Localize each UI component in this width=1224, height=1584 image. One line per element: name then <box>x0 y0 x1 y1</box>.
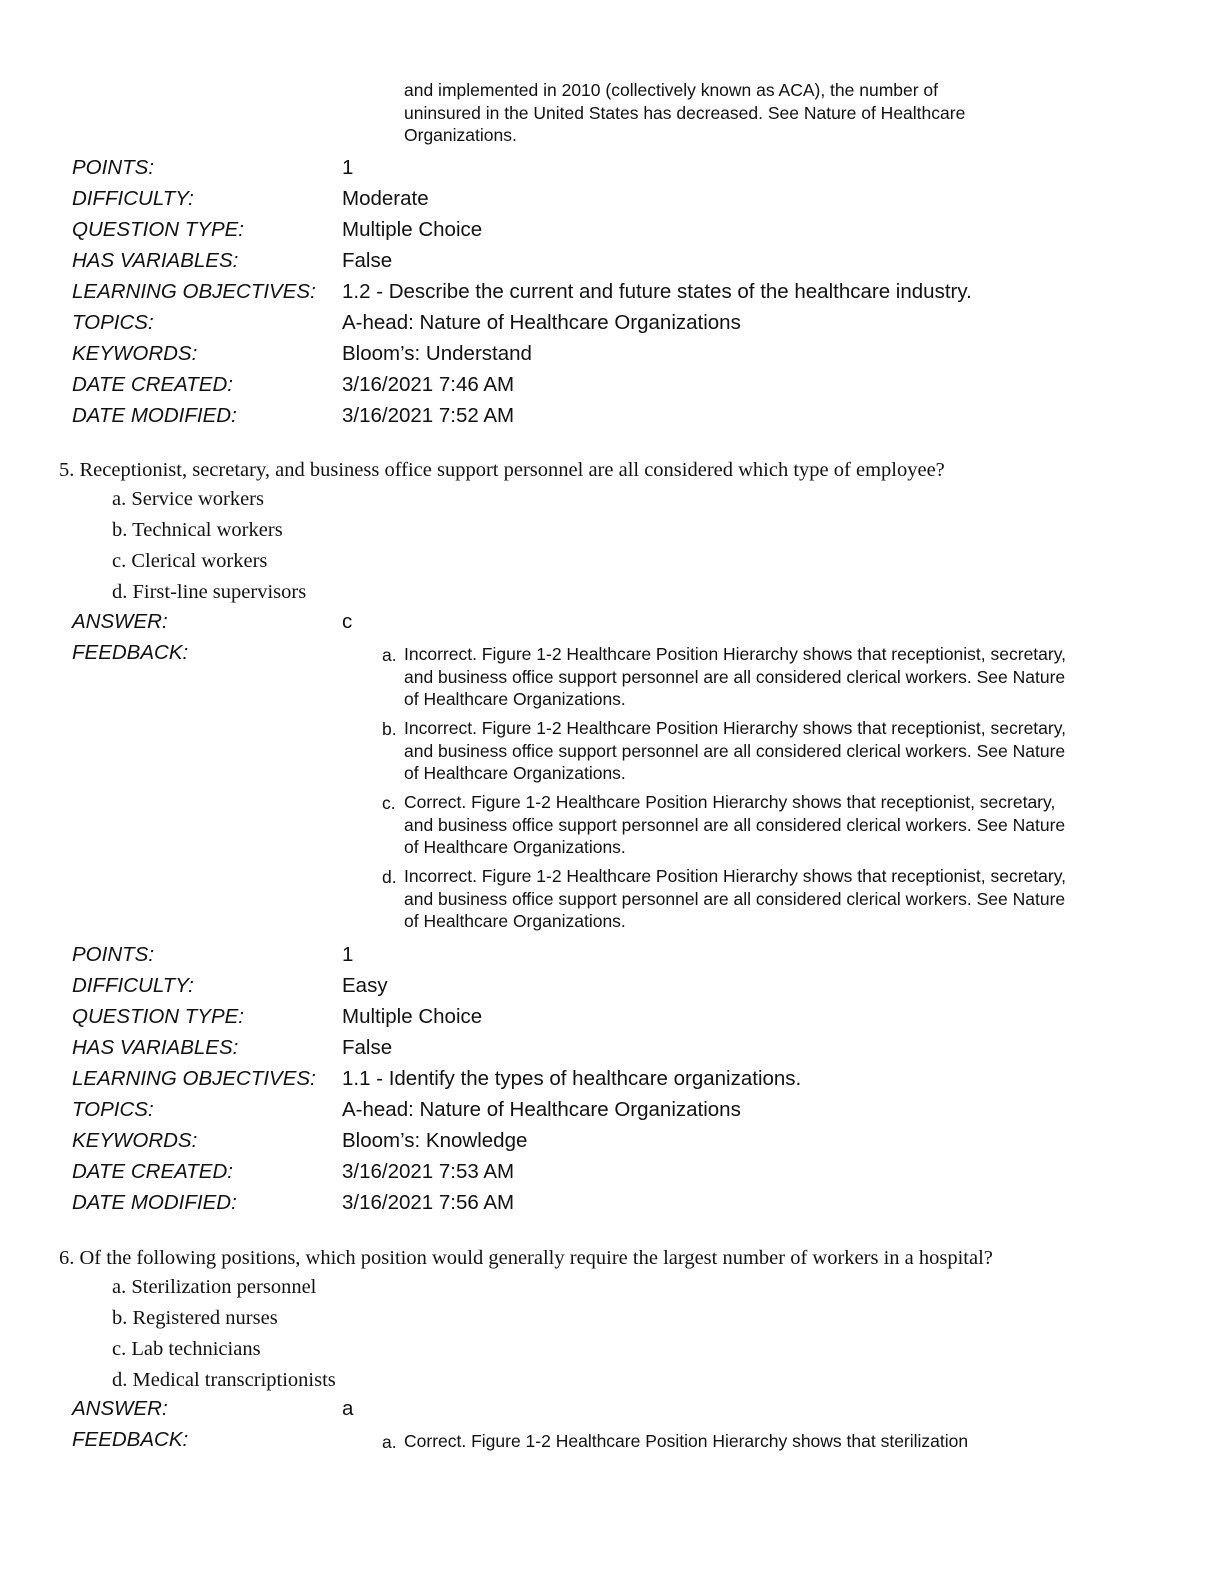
option-a: a. Sterilization personnel <box>112 1276 317 1298</box>
option-b: b. Technical workers <box>112 519 283 541</box>
meta-label: QUESTION TYPE: <box>72 1005 244 1028</box>
continuation-line: uninsured in the United States has decreased. See Nature of Healthcare <box>404 102 966 123</box>
question-4-metadata <box>72 152 1172 431</box>
question-6-feedback-list <box>382 1430 1082 1459</box>
feedback-continuation <box>404 79 1084 147</box>
feedback-label: FEEDBACK: <box>72 641 189 664</box>
feedback-label: FEEDBACK: <box>72 1428 189 1451</box>
meta-date-created-row <box>72 369 1172 400</box>
meta-date-modified-row <box>72 400 1172 431</box>
meta-value: False <box>342 1036 393 1059</box>
meta-question-type-row <box>72 1001 1172 1032</box>
feedback-item <box>382 717 1082 785</box>
feedback-item <box>382 643 1082 711</box>
meta-learning-objectives-row <box>72 1063 1172 1094</box>
meta-value: 1 <box>342 156 354 179</box>
meta-difficulty-row <box>72 183 1172 214</box>
feedback-text: Correct. Figure 1-2 Healthcare Position Hierarchy shows that receptionist, secretary, and business office support personnel are all considered clerical workers. See Nature of Healthcare Organizations. <box>404 792 1066 857</box>
meta-value: Moderate <box>342 187 429 210</box>
meta-label: HAS VARIABLES: <box>72 1036 239 1059</box>
feedback-letter: a. <box>382 1432 397 1452</box>
meta-value: 3/16/2021 7:52 AM <box>342 404 515 427</box>
meta-label: QUESTION TYPE: <box>72 218 244 241</box>
option-c: c. Lab technicians <box>112 1338 261 1360</box>
feedback-item <box>382 865 1082 933</box>
meta-value: Bloom’s: Knowledge <box>342 1129 528 1152</box>
feedback-text: Incorrect. Figure 1-2 Healthcare Position Hierarchy shows that receptionist, secretary, and business office support personnel are all considered clerical workers. See Nature of Healthcare Organizations. <box>404 644 1067 709</box>
meta-value: 3/16/2021 7:46 AM <box>342 373 515 396</box>
meta-value: Multiple Choice <box>342 218 483 241</box>
meta-label: HAS VARIABLES: <box>72 249 239 272</box>
meta-date-modified-row <box>72 1187 1172 1218</box>
meta-value: 3/16/2021 7:56 AM <box>342 1191 515 1214</box>
meta-label: DATE CREATED: <box>72 373 233 396</box>
meta-label: POINTS: <box>72 943 155 966</box>
feedback-text: Correct. Figure 1-2 Healthcare Position Hierarchy shows that sterilization <box>404 1431 969 1451</box>
option-b: b. Registered nurses <box>112 1307 278 1329</box>
meta-value: 1 <box>342 943 354 966</box>
feedback-letter: d. <box>382 867 397 887</box>
feedback-letter: a. <box>382 645 397 665</box>
meta-label: TOPICS: <box>72 311 154 334</box>
meta-topics-row <box>72 307 1172 338</box>
meta-label: LEARNING OBJECTIVES: <box>72 280 316 303</box>
meta-value: False <box>342 249 393 272</box>
meta-question-type-row <box>72 214 1172 245</box>
feedback-letter: c. <box>382 793 396 813</box>
feedback-letter: b. <box>382 719 397 739</box>
meta-has-variables-row <box>72 245 1172 276</box>
option-a: a. Service workers <box>112 488 264 510</box>
meta-value: 1.2 - Describe the current and future states of the healthcare industry. <box>342 280 972 303</box>
meta-value: Multiple Choice <box>342 1005 483 1028</box>
meta-points-row <box>72 939 1172 970</box>
answer-label: ANSWER: <box>72 610 168 633</box>
meta-label: KEYWORDS: <box>72 342 198 365</box>
question-stem: 5. Receptionist, secretary, and business office support personnel are all considered which type of employee? <box>59 459 945 481</box>
question-5-metadata <box>72 939 1172 1218</box>
meta-topics-row <box>72 1094 1172 1125</box>
answer-row <box>72 1393 1172 1424</box>
meta-label: DATE MODIFIED: <box>72 1191 237 1214</box>
meta-value: Bloom’s: Understand <box>342 342 532 365</box>
meta-label: TOPICS: <box>72 1098 154 1121</box>
meta-label: DIFFICULTY: <box>72 974 194 997</box>
question-5 <box>59 456 1179 608</box>
meta-date-created-row <box>72 1156 1172 1187</box>
meta-has-variables-row <box>72 1032 1172 1063</box>
question-5-feedback-list <box>382 643 1082 939</box>
continuation-line: Organizations. <box>404 125 517 145</box>
meta-value: A-head: Nature of Healthcare Organizations <box>342 311 741 334</box>
option-d: d. First-line supervisors <box>112 581 307 603</box>
meta-value: 3/16/2021 7:53 AM <box>342 1160 515 1183</box>
feedback-text: Incorrect. Figure 1-2 Healthcare Position Hierarchy shows that receptionist, secretary, and business office support personnel are all considered clerical workers. See Nature of Healthcare Organizations. <box>404 866 1067 931</box>
meta-label: LEARNING OBJECTIVES: <box>72 1067 316 1090</box>
answer-label: ANSWER: <box>72 1397 168 1420</box>
answer-value: a <box>342 1397 354 1420</box>
option-d: d. Medical transcriptionists <box>112 1369 336 1391</box>
meta-label: DATE MODIFIED: <box>72 404 237 427</box>
meta-label: KEYWORDS: <box>72 1129 198 1152</box>
meta-label: DIFFICULTY: <box>72 187 194 210</box>
option-c: c. Clerical workers <box>112 550 268 572</box>
meta-value: A-head: Nature of Healthcare Organizations <box>342 1098 741 1121</box>
meta-value: 1.1 - Identify the types of healthcare organizations. <box>342 1067 802 1090</box>
meta-keywords-row <box>72 338 1172 369</box>
meta-keywords-row <box>72 1125 1172 1156</box>
question-stem: 6. Of the following positions, which position would generally require the largest number of workers in a hospital? <box>59 1247 993 1269</box>
feedback-item <box>382 791 1082 859</box>
meta-value: Easy <box>342 974 388 997</box>
feedback-item <box>382 1430 1082 1453</box>
meta-difficulty-row <box>72 970 1172 1001</box>
meta-label: POINTS: <box>72 156 155 179</box>
meta-label: DATE CREATED: <box>72 1160 233 1183</box>
answer-value: c <box>342 610 353 633</box>
feedback-text: Incorrect. Figure 1-2 Healthcare Position Hierarchy shows that receptionist, secretary, and business office support personnel are all considered clerical workers. See Nature of Healthcare Organizations. <box>404 718 1067 783</box>
meta-points-row <box>72 152 1172 183</box>
meta-learning-objectives-row <box>72 276 1172 307</box>
answer-row <box>72 606 1172 637</box>
question-6 <box>59 1244 1179 1396</box>
continuation-line: and implemented in 2010 (collectively known as ACA), the number of <box>404 80 939 100</box>
